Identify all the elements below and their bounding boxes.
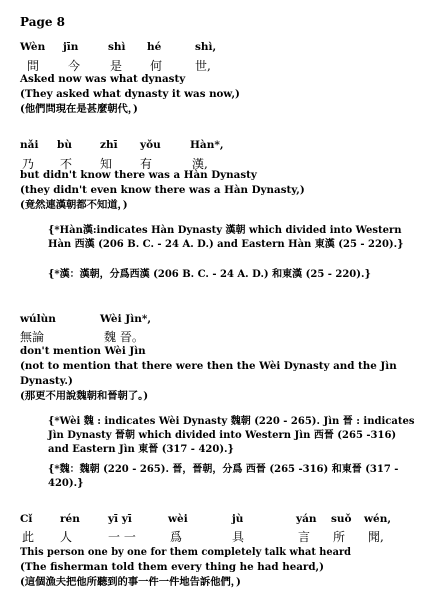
- chinese-char: 聞,: [368, 530, 384, 544]
- pinyin-word: wén,: [364, 513, 392, 525]
- chinese-char: 知: [100, 157, 113, 171]
- chinese-char: 一 一: [108, 530, 136, 544]
- chinese-char: 不: [60, 157, 73, 171]
- chinese-char: 漢,: [192, 157, 208, 171]
- chinese-char: 乃: [22, 157, 35, 171]
- footnote-han: {*Hàn漢:indicates Hàn Dynasty 漢朝 which divided into Western Hàn 西漢 (206 B. C. - 24 A. D.) and Eastern Hàn 東漢 (25 - 220).}: [48, 225, 404, 250]
- pinyin-word: suǒ: [331, 513, 352, 525]
- pinyin-word: Wèi Jìn*,: [100, 313, 151, 325]
- pinyin-word: wúlùn: [20, 313, 56, 325]
- english-translation: (not to mention that there were then the Wèi Dynasty and the Jìn Dynasty.): [20, 360, 397, 387]
- chinese-char: 言: [298, 530, 311, 544]
- footnote-wei-jin-chinese: {*魏：魏朝 (220 - 265). 晉，晉朝，分爲 西晉 (265 -316) 和東晉 (317 - 420).}: [48, 464, 399, 489]
- pinyin-word: shì: [108, 41, 126, 53]
- chinese-char: 問: [27, 59, 40, 73]
- chinese-char: 此: [22, 530, 35, 544]
- chinese-char: 無論: [20, 330, 45, 344]
- pinyin-word: Cǐ: [20, 513, 33, 525]
- pinyin-word: rén: [60, 513, 80, 525]
- english-translation: (They asked what dynasty it was now,): [20, 88, 240, 100]
- pinyin-word: Hàn*,: [190, 139, 224, 151]
- chinese-char: 有: [140, 157, 153, 171]
- pinyin-word: yī yī: [108, 513, 132, 525]
- pinyin-word: shì,: [195, 41, 217, 53]
- english-translation: (they didn't even know there was a Hàn Dynasty,): [20, 184, 305, 196]
- pinyin-word: bù: [57, 139, 72, 151]
- pinyin-word: zhī: [100, 139, 118, 151]
- chinese-char: 所: [333, 530, 346, 544]
- chinese-char: 世,: [195, 59, 211, 73]
- chinese-translation: (他們問現在是甚麼朝代，): [20, 103, 138, 115]
- chinese-char: 何: [150, 59, 163, 73]
- english-translation: (The fisherman told them every thing he had heard,): [20, 561, 324, 573]
- pinyin-word: hé: [147, 41, 162, 53]
- english-gloss: but didn't know there was a Hàn Dynasty: [20, 169, 257, 181]
- chinese-char: 今: [68, 59, 81, 73]
- chinese-char: 是: [110, 59, 123, 73]
- pinyin-word: nǎi: [20, 139, 39, 151]
- english-gloss: This person one by one for them completely talk what heard: [20, 547, 352, 558]
- footnote-han-chinese: {*漢：漢朝，分爲西漢 (206 B. C. - 24 A. D.) 和東漢 (25 - 220).}: [48, 269, 371, 280]
- page-number: Page 8: [20, 15, 66, 29]
- pinyin-word: yǒu: [140, 139, 161, 151]
- chinese-char: 爲: [170, 530, 183, 544]
- chinese-char: 魏 晉。: [104, 330, 144, 344]
- pinyin-word: Wèn: [20, 41, 46, 53]
- chinese-char: 具: [232, 530, 245, 544]
- chinese-char: 人: [60, 530, 73, 544]
- chinese-translation: (竟然連漢朝都不知道，): [20, 199, 128, 211]
- pinyin-word: jīn: [63, 41, 79, 53]
- english-gloss: Asked now was what dynasty: [20, 73, 186, 85]
- pinyin-word: yán: [296, 513, 317, 525]
- pinyin-word: jù: [232, 513, 244, 525]
- chinese-translation: (那更不用說魏朝和晉朝了。): [20, 390, 149, 402]
- footnote-wei-jin: {*Wèi 魏 : indicates Wèi Dynasty 魏朝 (220 - 265). Jìn 晉 : indicates Jìn Dynasty 晉朝 which divided into Western Jìn 西晉 (265 -316) and Eastern Jìn 東晉 (317 - 420).}: [48, 416, 415, 455]
- english-gloss: don't mention Wèi Jìn: [20, 345, 146, 357]
- chinese-translation: (這個漁夫把他所聽到的事一件一件地告訴他們，): [20, 576, 241, 588]
- pinyin-word: wèi: [168, 513, 188, 525]
